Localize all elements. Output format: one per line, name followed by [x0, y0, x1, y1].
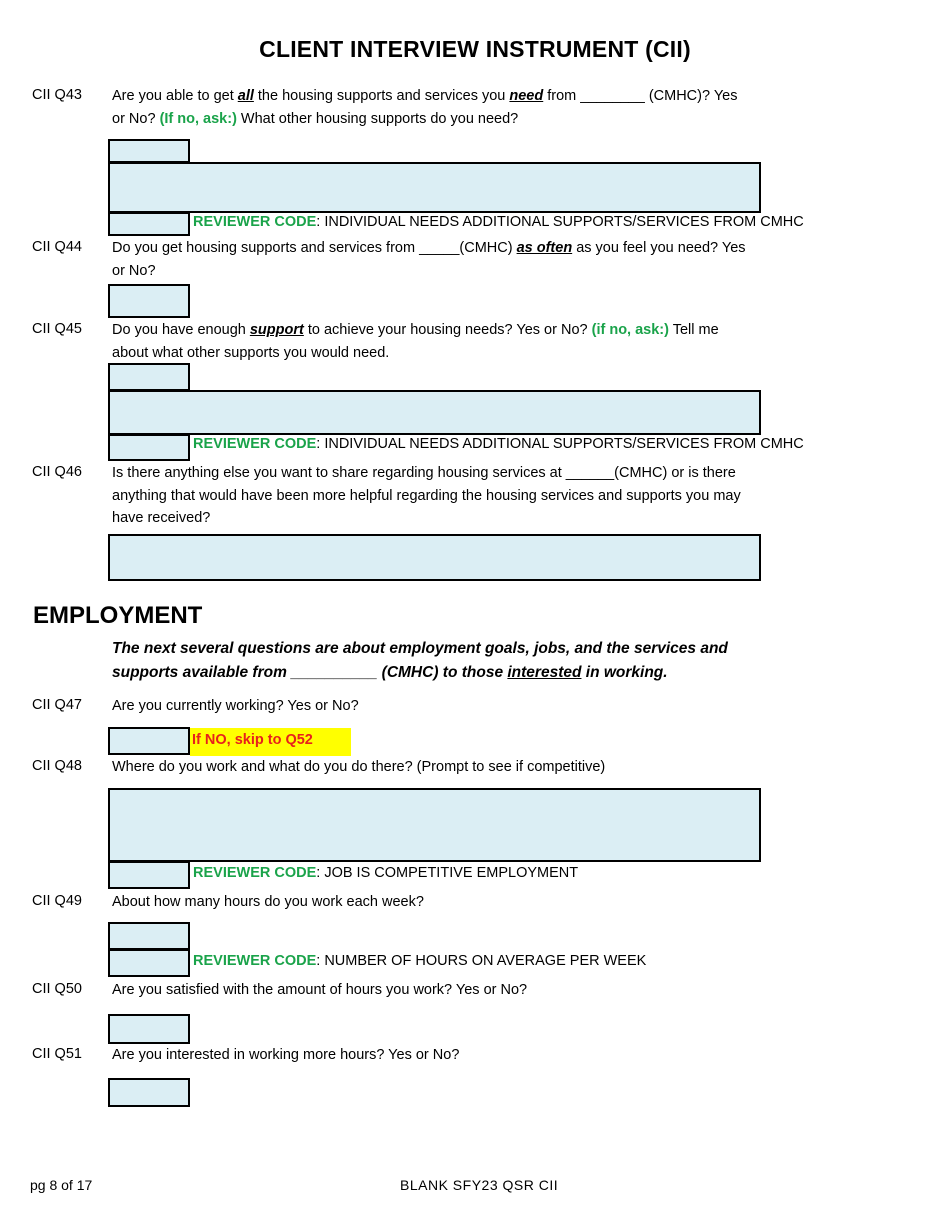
q43-reviewer-code-label: [193, 213, 804, 231]
question-number-q46: CII Q46: [32, 464, 82, 480]
q43-reviewer-code-field[interactable]: [108, 212, 190, 236]
q51-answer-field[interactable]: [108, 1078, 190, 1107]
question-number-q44: CII Q44: [32, 239, 82, 255]
employment-intro: [112, 637, 772, 685]
q47-skip-note: If NO, skip to Q52: [190, 728, 351, 756]
question-text-q45: [112, 319, 752, 364]
question-number-q51: CII Q51: [32, 1046, 82, 1062]
q43-answer-field[interactable]: [108, 139, 190, 163]
q49-reviewer-code-field[interactable]: [108, 949, 190, 977]
q45-text-3: Tell me about what other supports you would need.: [112, 322, 719, 361]
q43-text-4: What other housing supports do you need?: [236, 110, 519, 127]
q45-emphasis-support: support: [249, 322, 304, 338]
q45-response-field[interactable]: [108, 390, 761, 435]
q44-emphasis-as-often: as often: [516, 240, 573, 256]
question-text-q43: [112, 85, 752, 130]
q44-answer-field[interactable]: [108, 284, 190, 318]
question-text-q46: Is there anything else you want to share regarding housing services at ______(CMHC) or is there anything that would have been more helpful regarding the housing services and supports you may have received?: [112, 465, 741, 526]
q43-emphasis-all: all: [237, 88, 254, 104]
reviewer-code-description: : JOB IS COMPETITIVE EMPLOYMENT: [316, 865, 579, 881]
reviewer-code-description: : INDIVIDUAL NEEDS ADDITIONAL SUPPORTS/SERVICES FROM CMHC: [316, 214, 804, 230]
employment-intro-text-1: The next several questions are about employment goals, jobs, and the services and supports available from __________ (CMHC) to those: [112, 640, 728, 681]
question-text-q50: Are you satisfied with the amount of hours you work? Yes or No?: [112, 982, 528, 998]
reviewer-code-description: : NUMBER OF HOURS ON AVERAGE PER WEEK: [316, 953, 647, 969]
q43-text-2: the housing supports and services you: [253, 88, 510, 104]
question-number-q43: CII Q43: [32, 87, 82, 103]
question-text-q51: Are you interested in working more hours? Yes or No?: [112, 1047, 460, 1063]
q45-reviewer-code-label: [193, 435, 804, 453]
q43-emphasis-need: need: [509, 88, 544, 104]
question-number-q49: CII Q49: [32, 893, 82, 909]
q45-reviewer-code-field[interactable]: [108, 434, 190, 461]
q43-followup-prompt: (If no, ask:): [159, 110, 237, 127]
question-text-q48: Where do you work and what do you do there? (Prompt to see if competitive): [112, 759, 606, 775]
question-text-q47: Are you currently working? Yes or No?: [112, 698, 359, 714]
q44-text-2: as you feel you need? Yes or No?: [112, 240, 746, 279]
question-number-q45: CII Q45: [32, 321, 82, 337]
reviewer-code-title: REVIEWER CODE: [193, 865, 317, 881]
section-heading-employment: EMPLOYMENT: [33, 602, 203, 629]
q45-followup-prompt: (if no, ask:): [591, 322, 669, 338]
q45-text-1: Do you have enough: [112, 322, 250, 338]
question-text-q49: About how many hours do you work each week?: [112, 894, 424, 910]
question-text-q44: [112, 237, 752, 282]
document-name: BLANK SFY23 QSR CII: [400, 1177, 559, 1193]
q50-answer-field[interactable]: [108, 1014, 190, 1044]
reviewer-code-title: REVIEWER CODE: [193, 436, 317, 452]
employment-intro-text-2: in working.: [581, 664, 668, 681]
q46-response-field[interactable]: [108, 534, 761, 581]
page-number: pg 8 of 17: [30, 1177, 93, 1193]
q48-reviewer-code-field[interactable]: [108, 861, 190, 889]
q43-text-3: from ________ (CMHC)? Yes or No?: [112, 88, 738, 127]
q44-text-1: Do you get housing supports and services from _____(CMHC): [112, 240, 517, 256]
q49-answer-field[interactable]: [108, 922, 190, 950]
question-number-q47: CII Q47: [32, 697, 82, 713]
page-title: CLIENT INTERVIEW INSTRUMENT (CII): [259, 36, 691, 62]
reviewer-code-description: : INDIVIDUAL NEEDS ADDITIONAL SUPPORTS/SERVICES FROM CMHC: [316, 436, 804, 452]
reviewer-code-title: REVIEWER CODE: [193, 214, 317, 230]
employment-intro-emphasis: interested: [507, 664, 582, 681]
q47-answer-field[interactable]: [108, 727, 190, 755]
q43-response-field[interactable]: [108, 162, 761, 213]
q45-text-2: to achieve your housing needs? Yes or No?: [303, 322, 592, 338]
reviewer-code-title: REVIEWER CODE: [193, 953, 317, 969]
q43-text-1: Are you able to get: [112, 88, 238, 104]
q48-reviewer-code-label: [193, 864, 578, 882]
q48-response-field[interactable]: [108, 788, 761, 862]
q49-reviewer-code-label: [193, 952, 646, 970]
q45-answer-field[interactable]: [108, 363, 190, 391]
question-number-q50: CII Q50: [32, 981, 82, 997]
question-number-q48: CII Q48: [32, 758, 82, 774]
